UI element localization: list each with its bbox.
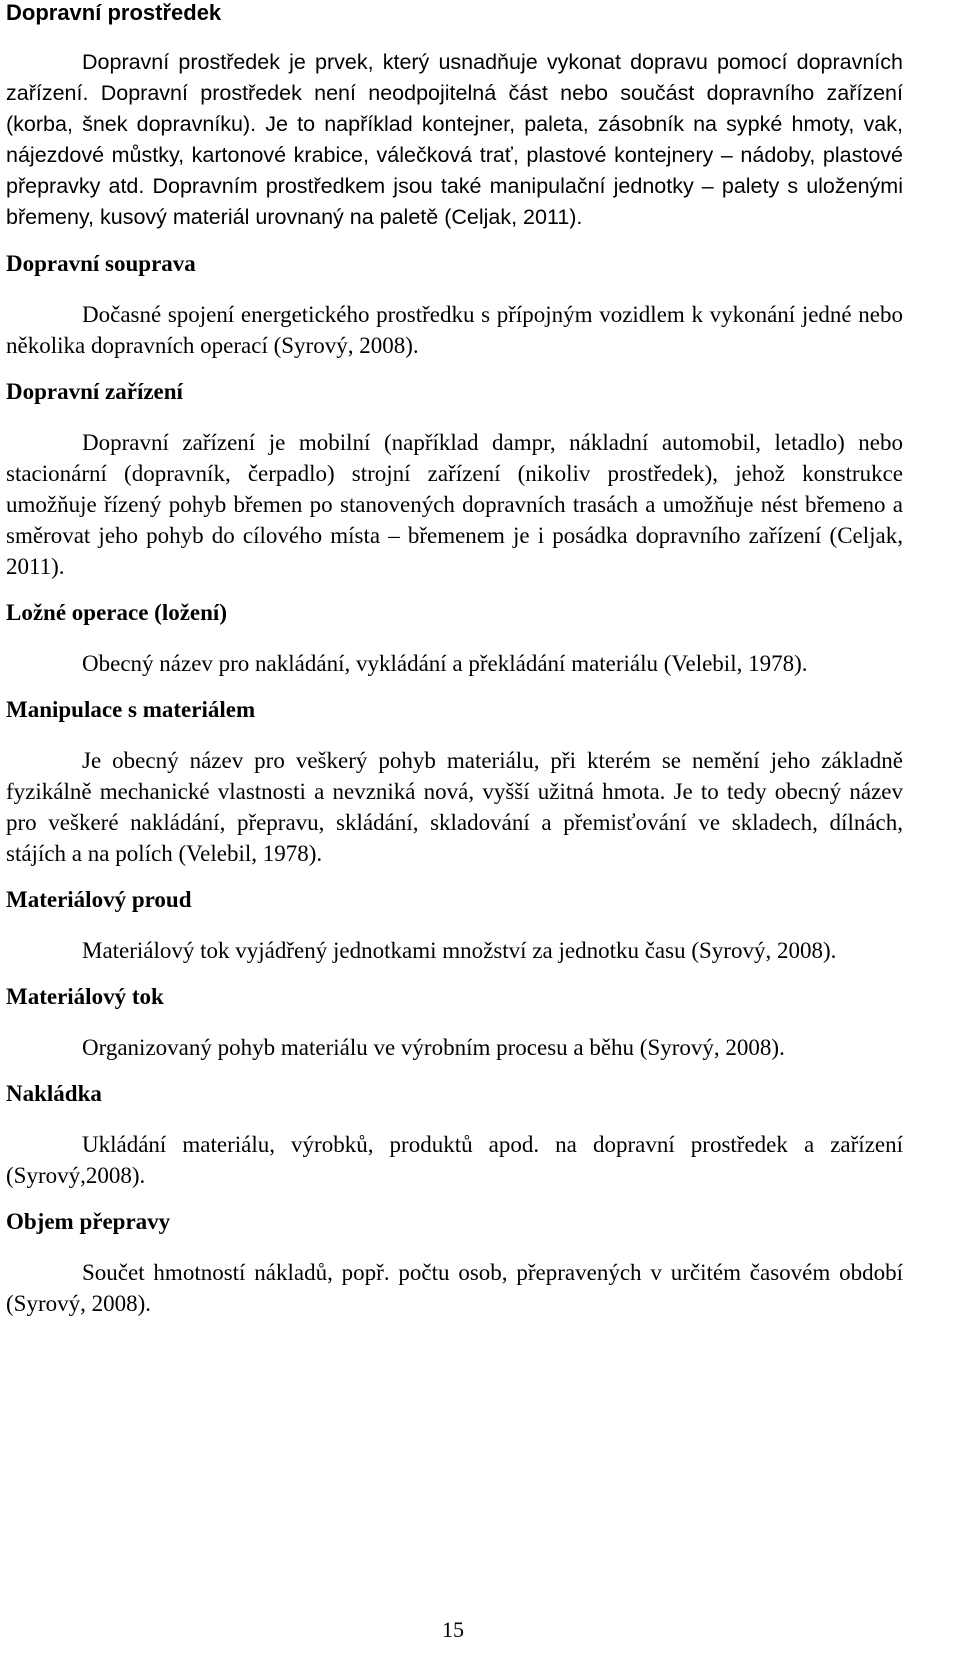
term-heading: Nakládka xyxy=(6,1081,102,1106)
term-definition: Dopravní zařízení je mobilní (například dampr, nákladní automobil, letadlo) nebo stacionární (dopravník, čerpadlo) strojní zařízení (nikoliv prostředek), jehož konstrukce umožňuje řízený pohyb břemen po stanovených dopravních trasách a umožňuje nést břemeno a směrovat jeho pohyb do cílového místa – břemenem je i posádka dopravního zařízení (Celjak, 2011). xyxy=(6,430,903,579)
entry-manipulace-s-materialem xyxy=(6,697,903,869)
entry-nakladka xyxy=(6,1081,903,1191)
term-heading: Dopravní souprava xyxy=(6,251,196,276)
term-heading: Dopravní prostředek xyxy=(6,0,222,25)
term-definition: Dočasné spojení energetického prostředku s přípojným vozidlem k vykonání jedné nebo několika dopravních operací (Syrový, 2008). xyxy=(6,302,903,358)
term-definition: Dopravní prostředek je prvek, který usnadňuje vykonat dopravu pomocí dopravních zařízení. Dopravní prostředek není neodpojitelná část nebo součást dopravního zařízení (korba, šnek dopravníku). Je to například kontejner, paleta, zásobník na sypké hmoty, vak, nájezdové můstky, kartonové krabice, válečková trať, plastové kontejnery – nádoby, plastové přepravky atd. Dopravním prostředkem jsou také manipulační jednotky – palety s uloženými břemeny, kusový materiál urovnaný na paletě (Celjak, 2011). xyxy=(6,50,903,229)
term-heading: Manipulace s materiálem xyxy=(6,697,256,722)
term-definition: Obecný název pro nakládání, vykládání a překládání materiálu (Velebil, 1978). xyxy=(82,651,808,676)
term-heading: Materiálový proud xyxy=(6,887,192,912)
entry-lozne-operace xyxy=(6,600,903,679)
entry-objem-prepravy xyxy=(6,1209,903,1319)
term-definition: Součet hmotností nákladů, popř. počtu osob, přepravených v určitém časovém období (Syrový, 2008). xyxy=(6,1260,903,1316)
term-heading: Objem přepravy xyxy=(6,1209,171,1234)
entry-materialovy-tok xyxy=(6,984,903,1063)
entry-dopravni-zarizeni xyxy=(6,379,903,582)
term-definition: Ukládání materiálu, výrobků, produktů apod. na dopravní prostředek a zařízení (Syrový,2008). xyxy=(6,1132,903,1188)
entry-dopravni-souprava xyxy=(6,251,903,361)
entry-dopravni-prostredek xyxy=(6,0,903,233)
term-definition: Materiálový tok vyjádřený jednotkami množství za jednotku času (Syrový, 2008). xyxy=(82,938,837,963)
document-page xyxy=(6,0,903,1319)
page-number: 15 xyxy=(442,1617,464,1642)
term-heading: Dopravní zařízení xyxy=(6,379,183,404)
term-definition: Je obecný název pro veškerý pohyb materiálu, při kterém se nemění jeho základně fyzikálně mechanické vlastnosti a nevzniká nová, vyšší užitná hmota. Je to tedy obecný název pro veškeré nakládání, přepravu, skládání, skladování a přemisťování ve skladech, dílnách, stájích a na polích (Velebil, 1978). xyxy=(6,748,903,866)
term-heading: Materiálový tok xyxy=(6,984,164,1009)
entry-materialovy-proud xyxy=(6,887,903,966)
term-definition: Organizovaný pohyb materiálu ve výrobním procesu a běhu (Syrový, 2008). xyxy=(82,1035,785,1060)
term-heading: Ložné operace (ložení) xyxy=(6,600,227,625)
